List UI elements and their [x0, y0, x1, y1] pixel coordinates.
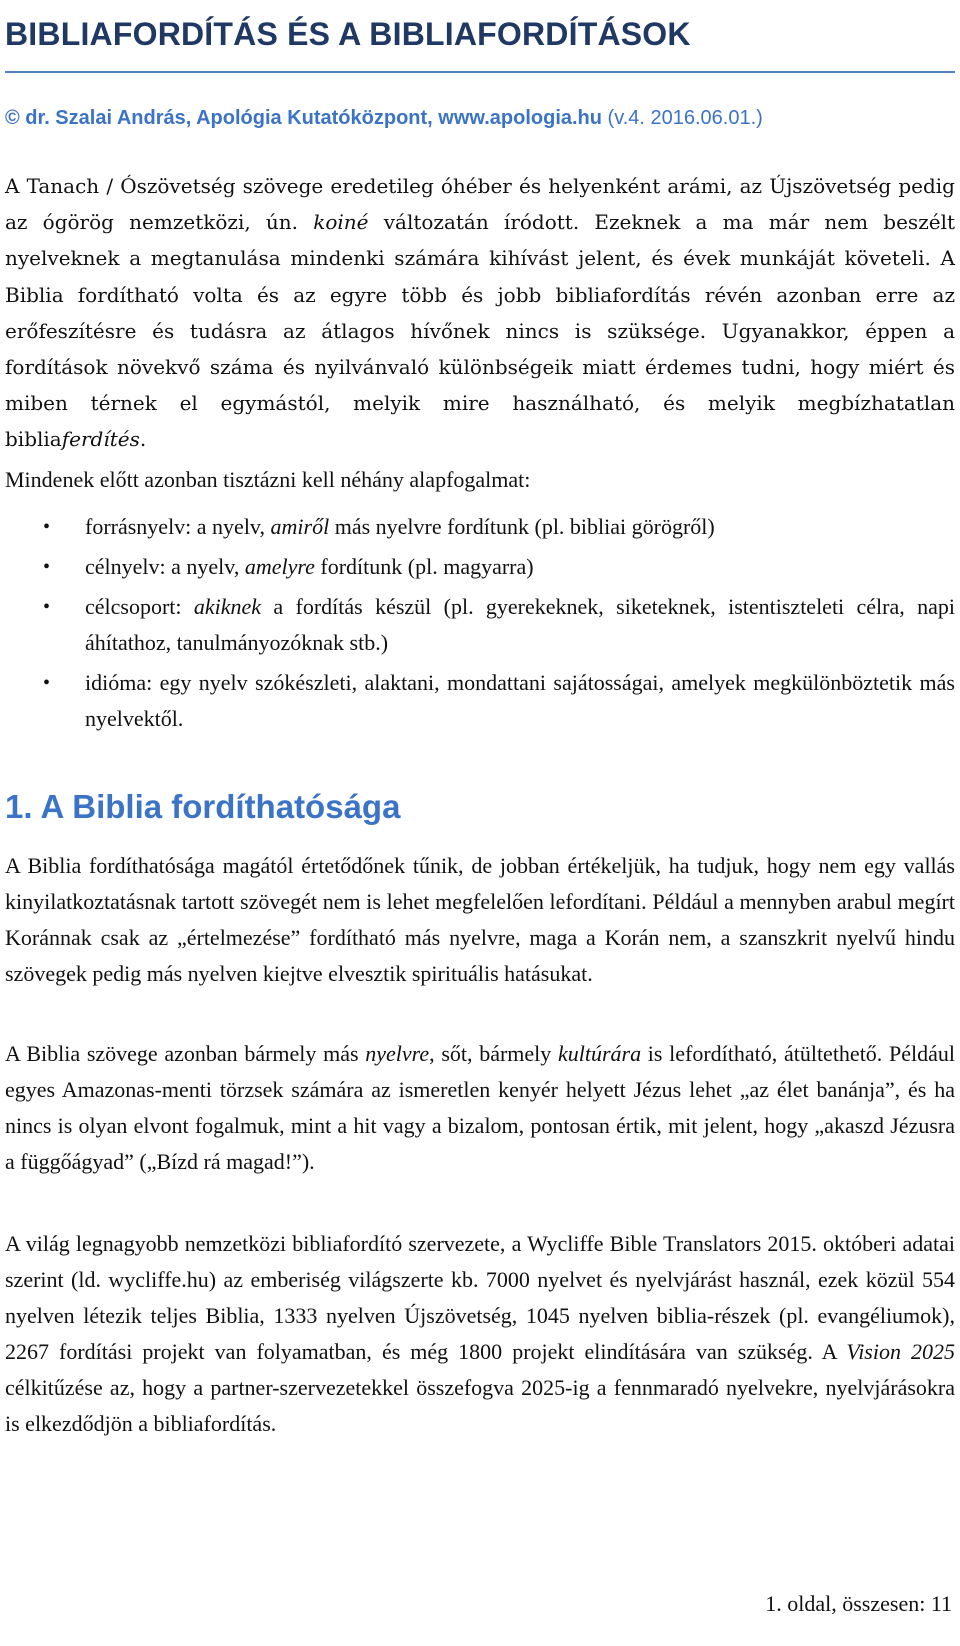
- section-title: 1. A Biblia fordíthatósága: [5, 788, 401, 825]
- concepts-intro: Mindenek előtt azonban tisztázni kell néhány alapfogalmat:: [5, 467, 531, 492]
- paragraph-text: A Biblia szövege azonban bármely más: [5, 1041, 366, 1066]
- credit-line: [5, 103, 955, 133]
- intro-italic-koine: koiné: [313, 210, 369, 235]
- intro-text-2: változatán íródott. Ezeknek a ma már nem beszélt nyelveknek a megtanulása mindenki számára kihívást jelent, és évek munkáját követeli. A Biblia fordítható volta és az egyre több és jobb bibliafordítás révén azonban erre az erőfeszítésre és tudásra az átlagos hívőnek nincs is szüksége. Ugyanakkor, éppen a fordítások növekvő száma és nyilvánvaló különbségeik miatt érdemes tudni, hogy miért és miben térnek el egymástól, melyik mire használható, és melyik megbízhatatlan biblia: [5, 210, 955, 452]
- list-item-text: forrásnyelv: a nyelv,: [85, 514, 271, 539]
- credit-author: © dr. Szalai András, Apológia Kutatóközpont, www.apologia.hu: [5, 107, 602, 129]
- list-item-text: idióma: egy nyelv szókészleti, alaktani, mondattani sajátosságai, amelyek megkülönböztetik más nyelvektől.: [85, 670, 955, 731]
- paragraph-text: A világ legnagyobb nemzetközi bibliafordító szervezete, a Wycliffe Bible Translators 2015. októberi adatai szerint (ld. wycliffe.hu) az emberiség világszerte kb. 7000 nyelvet és nyelvjárást használ, ezek közül 554 nyelven létezik teljes Biblia, 1333 nyelven Újszövetség, 1045 nyelven biblia-részek (pl. evangéliumok), 2267 fordítási projekt van folyamatban, és még 1800 projekt elindítására van szükség. A: [5, 1231, 955, 1364]
- concepts-list: [5, 509, 955, 741]
- intro-paragraph: [5, 168, 955, 458]
- list-item-italic: amelyre: [244, 554, 315, 579]
- paragraph-fordithatosag: A Biblia fordíthatósága magától értetődőnek tűnik, de jobban értékeljük, ha tudjuk, hogy nem egy vallás kinyilatkoztatásnak tartott szövegét nem is lehet megfelelően lefordítani. Például a mennyben arabul megírt Koránnak csak az „értelmezése” fordítható más nyelvre, maga a Korán nem, a szanszkrit nyelvű hindu szövegek pedig más nyelven kiejtve elvesztik spirituális hatásukat.: [5, 853, 955, 986]
- paragraph-italic: nyelvre: [365, 1041, 430, 1066]
- list-item-italic: akiknek: [193, 594, 262, 619]
- paragraph-italic: kultúrára: [557, 1041, 642, 1066]
- paragraph-text: is lefordítható, átültethető. Például egyes Amazonas-menti törzsek számára az ismeretlen kenyér helyett Jézus lehet „az élet banánja”, és ha nincs is olyan elvont fogalmuk, mint a hit vagy a bizalom, pontosan értik, mit jelent, hogy „akaszd Jézusra a függőágyad” („Bízd rá magad!”).: [5, 1041, 955, 1174]
- list-item: [5, 589, 955, 661]
- list-item: [5, 509, 955, 545]
- list-item: [5, 549, 955, 585]
- bullet-icon: •: [43, 672, 51, 694]
- list-item-italic: amiről: [270, 514, 330, 539]
- list-item-text: célnyelv: a nyelv,: [85, 554, 245, 579]
- page-number-footer: 1. oldal, összesen: 11: [765, 1591, 952, 1616]
- bullet-icon: •: [43, 596, 51, 618]
- list-item: [5, 665, 955, 737]
- paragraph-wycliffe: [5, 1226, 955, 1442]
- list-item-text: más nyelvre fordítunk (pl. bibliai görögről): [329, 514, 715, 539]
- list-item-text: fordítunk (pl. magyarra): [314, 554, 534, 579]
- list-item-text: célcsoport:: [85, 594, 194, 619]
- intro-italic-ferdites: ferdítés: [61, 427, 140, 452]
- title-rule: [5, 71, 955, 73]
- paragraph-text: célkitűzése az, hogy a partner-szervezetekkel összefogva 2025-ig a fennmaradó nyelvekre, nyelvjárásokra is elkezdődjön a bibliafordítás.: [5, 1375, 955, 1436]
- paragraph-italic: Vision 2025: [846, 1339, 956, 1364]
- list-item-text: a fordítás készül (pl. gyerekeknek, siketeknek, istentiszteleti célra, napi áhítathoz, tanulmányozóknak stb.): [85, 594, 955, 655]
- intro-text-1: A Tanach / Ószövetség szövege eredetileg óhéber és helyenként arámi, az Újszövetség pedig az ógörög nemzetközi, ún.: [5, 174, 955, 235]
- intro-text-3: .: [139, 427, 147, 452]
- credit-version: (v.4. 2016.06.01.): [601, 107, 763, 129]
- bullet-icon: •: [43, 556, 51, 578]
- bullet-icon: •: [43, 516, 51, 538]
- paragraph-kultura: [5, 1036, 955, 1180]
- paragraph-text: , sőt, bármely: [429, 1041, 558, 1066]
- document-title: BIBLIAFORDÍTÁS ÉS A BIBLIAFORDÍTÁSOK: [5, 16, 691, 52]
